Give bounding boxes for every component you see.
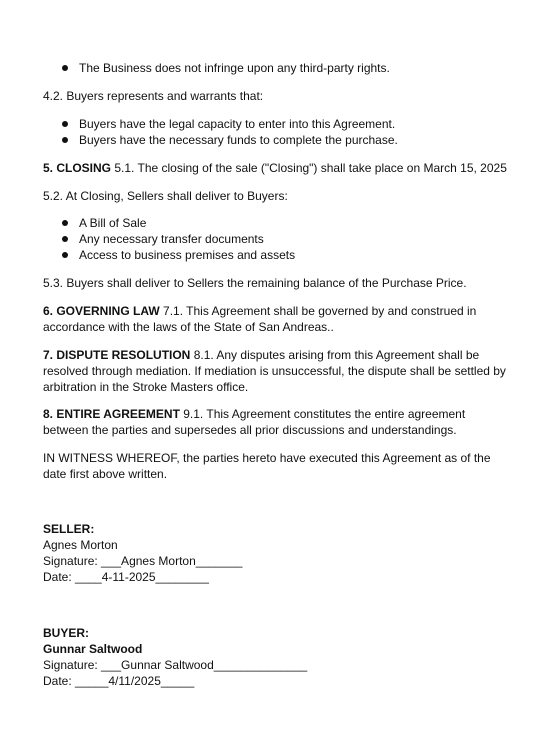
seller-signature: Signature: ___Agnes Morton_______ (43, 554, 243, 568)
section-6 (43, 303, 513, 335)
list-item-text: Buyers have the necessary funds to complete the purchase. (79, 133, 398, 147)
seller-label (43, 521, 94, 537)
seller-name: Agnes Morton (43, 538, 118, 552)
list-item (60, 247, 510, 263)
list-item-text: The Business does not infringe upon any third-party rights. (79, 61, 390, 75)
list-item-text: Access to business premises and assets (79, 248, 296, 262)
list-item-text: Any necessary transfer documents (79, 232, 264, 246)
section-8 (43, 406, 513, 438)
section-text: 5.1. The closing of the sale ("Closing") shall take place on March 15, 2025 (111, 161, 507, 175)
section-heading: 5. CLOSING (43, 161, 112, 175)
list-item-text: A Bill of Sale (79, 216, 147, 230)
business-rights-list (60, 60, 510, 76)
buyer-name-text: Gunnar Saltwood (43, 642, 143, 656)
section-5-3: 5.3. Buyers shall deliver to Sellers the remaining balance of the Purchase Price. (43, 276, 467, 290)
bullet-icon (62, 252, 68, 258)
seller-date: Date: ____4-11-2025________ (43, 570, 209, 584)
list-item (60, 60, 510, 76)
list-item-text: Buyers have the legal capacity to enter into this Agreement. (79, 117, 396, 131)
witness-clause: IN WITNESS WHEREOF, the parties hereto have executed this Agreement as of the date first above written. (43, 451, 491, 481)
bullet-icon (62, 220, 68, 226)
bullet-icon (62, 121, 68, 127)
bullet-icon (62, 137, 68, 143)
section-text: 7.1. This Agreement shall be governed by and construed in accordance with the laws of the State of San Andreas.. (43, 304, 477, 334)
section-5-2-list (60, 215, 510, 263)
bullet-icon (62, 65, 68, 71)
bullet-icon (62, 236, 68, 242)
list-item (60, 116, 510, 132)
buyer-signature: Signature: ___Gunnar Saltwood______________ (43, 658, 308, 672)
section-text: 9.1. This Agreement constitutes the entire agreement between the parties and supersedes all prior discussions and understandings. (43, 407, 466, 437)
section-7 (43, 347, 515, 395)
section-text: 8.1. Any disputes arising from this Agreement shall be resolved through mediation. If mediation is unsuccessful, the dispute shall be settled by arbitration in the Stroke Masters office. (43, 348, 506, 394)
section-heading: 8. ENTIRE AGREEMENT (43, 407, 180, 421)
buyer-label (43, 625, 89, 641)
section-4-2-intro: 4.2. Buyers represents and warrants that: (43, 89, 264, 103)
list-item (60, 231, 510, 247)
buyer-label-text: BUYER: (43, 626, 90, 640)
buyer-name (43, 641, 142, 657)
section-heading: 6. GOVERNING LAW (43, 304, 160, 318)
section-4-2-list (60, 116, 510, 148)
seller-label-text: SELLER: (43, 522, 95, 536)
section-heading: 7. DISPUTE RESOLUTION (43, 348, 191, 362)
list-item (60, 132, 510, 148)
section-5-1 (43, 160, 523, 176)
list-item (60, 215, 510, 231)
section-5-2-intro: 5.2. At Closing, Sellers shall deliver to Buyers: (43, 189, 288, 203)
buyer-date: Date: _____4/11/2025_____ (43, 674, 195, 688)
